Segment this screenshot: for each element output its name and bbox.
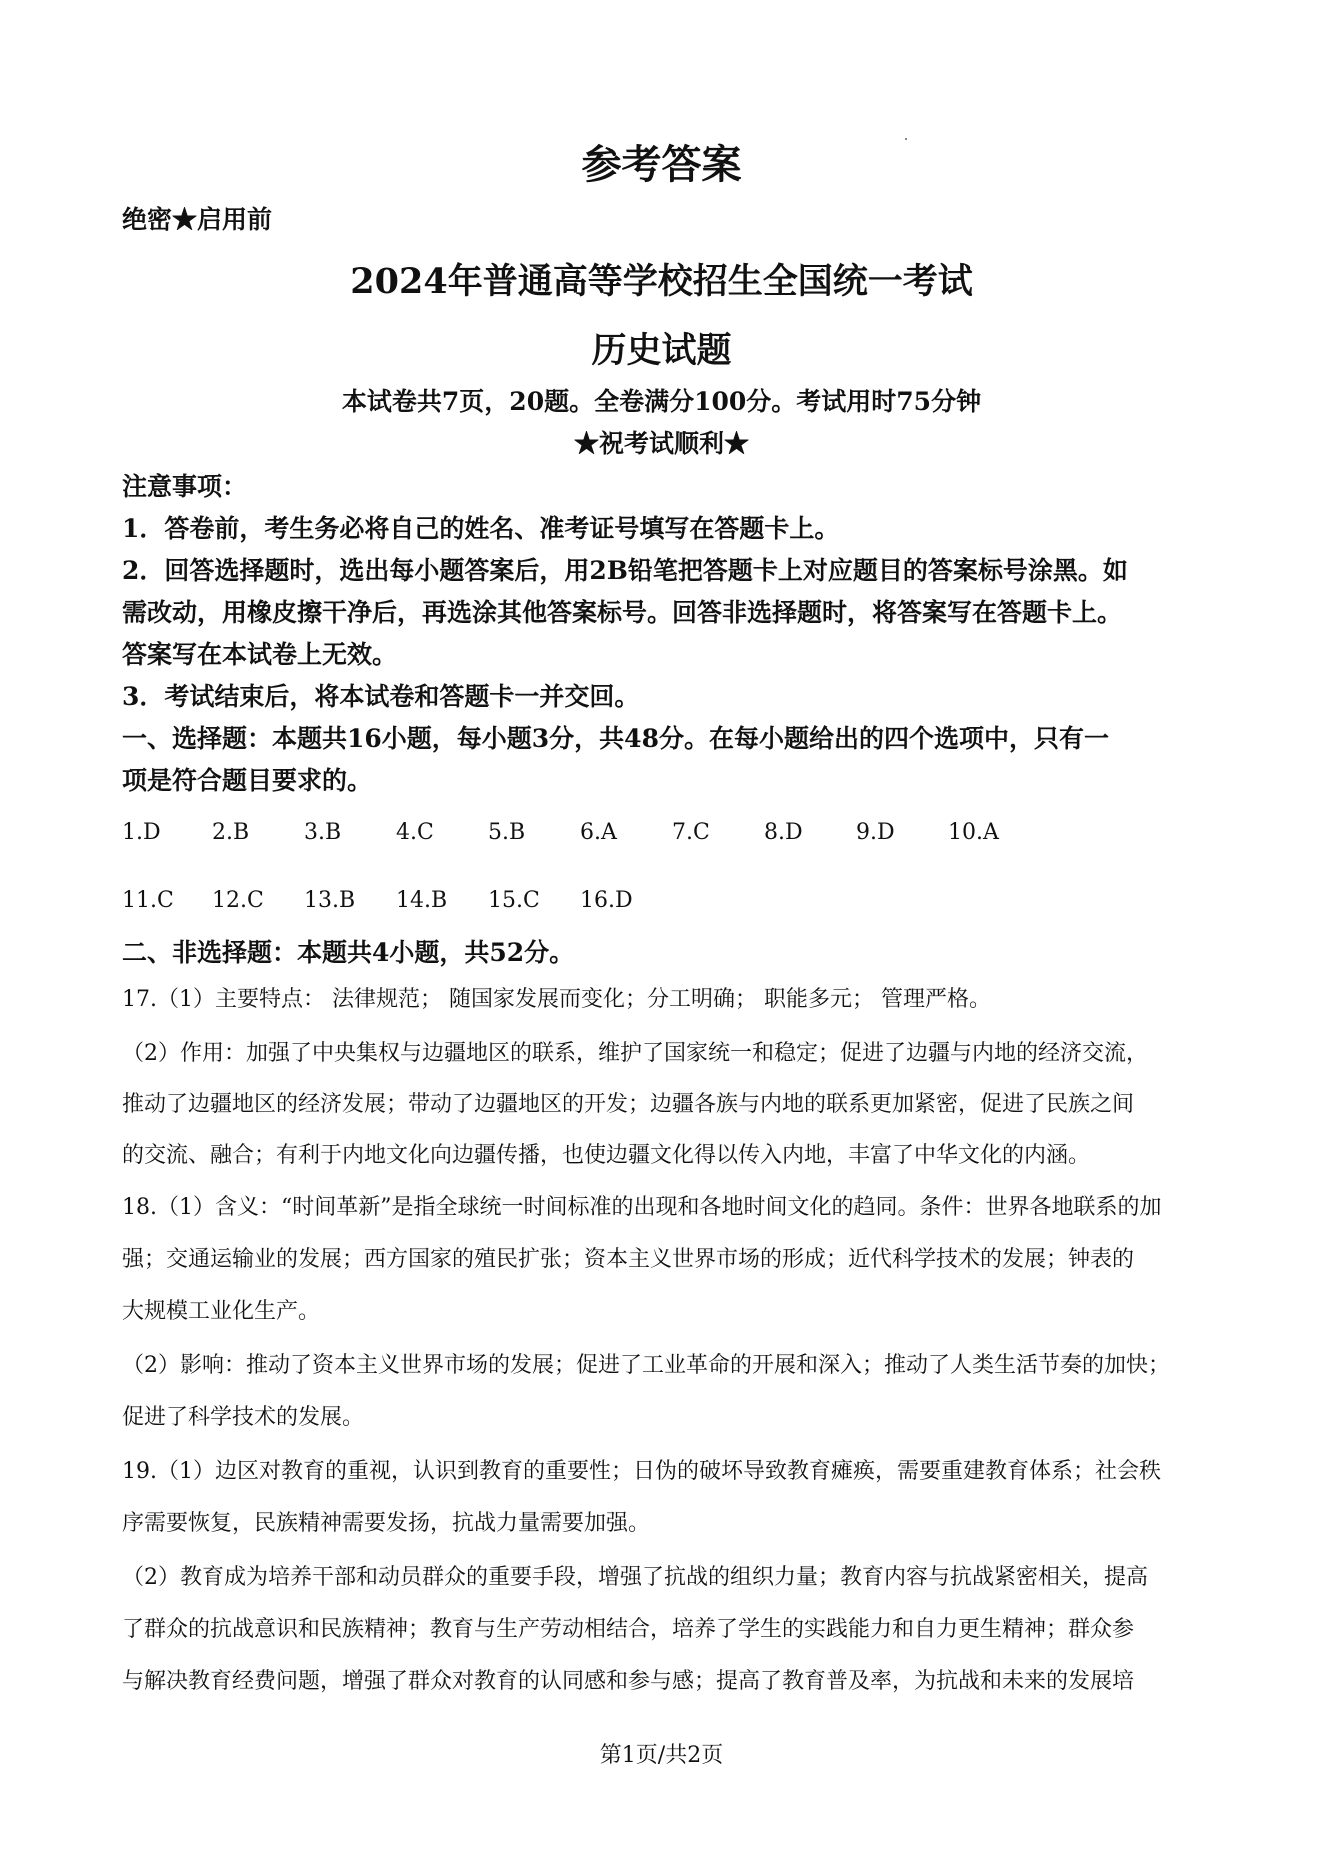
answer-item: 12.C xyxy=(212,888,264,913)
answer-text-line: 的交流、融合；有利于内地文化向边疆传播，也使边疆文化得以传入内地，丰富了中华文化的内涵。 xyxy=(122,1143,1091,1168)
answer-item: 6.A xyxy=(580,820,617,845)
answer-item: 11.C xyxy=(122,888,174,913)
answer-item: 15.C xyxy=(488,888,540,913)
answer-text-line: （2）影响：推动了资本主义世界市场的发展；促进了工业革命的开展和深入；推动了人类生活节奏的加快； xyxy=(122,1353,1171,1378)
answer-text-line: 19.（1）边区对教育的重视，认识到教育的重要性；日伪的破坏导致教育瘫痪，需要重建教育体系；社会秩 xyxy=(122,1459,1161,1484)
section2-heading: 二、非选择题：本题共4小题，共52分。 xyxy=(122,938,575,967)
answer-text-line: 18.（1）含义：“时间革新”是指全球统一时间标准的出现和各地时间文化的趋同。条件：世界各地联系的加 xyxy=(122,1195,1162,1220)
answer-text-line: 推动了边疆地区的经济发展；带动了边疆地区的开发；边疆各族与内地的联系更加紧密，促进了民族之间 xyxy=(122,1092,1135,1117)
answer-text-line: 序需要恢复，民族精神需要发扬，抗战力量需要加强。 xyxy=(122,1511,651,1536)
subject-title: 历史试题 xyxy=(591,330,732,371)
answer-item: 2.B xyxy=(212,820,250,845)
answer-item: 5.B xyxy=(488,820,526,845)
page-title: 参考答案 xyxy=(581,141,742,188)
answer-text-line: 大规模工业化生产。 xyxy=(122,1299,321,1324)
answer-item: 7.C xyxy=(672,820,710,845)
answer-text-line: 17.（1）主要特点： 法律规范； 随国家发展而变化；分工明确； 职能多元； 管理严格。 xyxy=(122,987,991,1012)
page-number: 第1页/共2页 xyxy=(599,1743,724,1768)
answer-item: 9.D xyxy=(856,820,895,845)
answer-text-line: （2）作用：加强了中央集权与边疆地区的联系，维护了国家统一和稳定；促进了边疆与内地的经济交流， xyxy=(122,1041,1149,1066)
note-line: 答案写在本试卷上无效。 xyxy=(122,640,398,669)
answer-item: 16.D xyxy=(580,888,633,913)
answer-row-1 xyxy=(0,820,1323,850)
answer-text-line: 强；交通运输业的发展；西方国家的殖民扩张；资本主义世界市场的形成；近代科学技术的发展；钟表的 xyxy=(122,1247,1135,1272)
answer-row-2 xyxy=(0,888,1323,918)
answer-item: 1.D xyxy=(122,820,161,845)
section1-heading: 项是符合题目要求的。 xyxy=(122,766,373,795)
wish-line: ★祝考试顺利★ xyxy=(573,429,749,458)
answer-text-line: 促进了科学技术的发展。 xyxy=(122,1405,365,1430)
answer-item: 4.C xyxy=(396,820,434,845)
answer-text-line: 与解决教育经费问题，增强了群众对教育的认同感和参与感；提高了教育普及率，为抗战和未来的发展培 xyxy=(122,1669,1135,1694)
answer-item: 13.B xyxy=(304,888,356,913)
note-line: 2．回答选择题时，选出每小题答案后，用2B铅笔把答题卡上对应题目的答案标号涂黑。如 xyxy=(122,556,1128,585)
note-line: 需改动，用橡皮擦干净后，再选涂其他答案标号。回答非选择题时，将答案写在答题卡上。 xyxy=(122,598,1123,627)
note-line: 3．考试结束后，将本试卷和答题卡一并交回。 xyxy=(122,682,640,711)
notes-heading: 注意事项： xyxy=(122,472,248,501)
secret-label: 绝密★启用前 xyxy=(122,205,273,234)
answer-item: 14.B xyxy=(396,888,448,913)
answer-text-line: 了群众的抗战意识和民族精神；教育与生产劳动相结合，培养了学生的实践能力和自力更生精神；群众参 xyxy=(122,1617,1135,1642)
exam-title: 2024年普通高等学校招生全国统一考试 xyxy=(350,261,973,302)
answer-item: 3.B xyxy=(304,820,342,845)
answer-item: 10.A xyxy=(948,820,999,845)
answer-item: 8.D xyxy=(764,820,803,845)
exam-info: 本试卷共7页，20题。全卷满分100分。考试用时75分钟 xyxy=(341,387,982,416)
answer-text-line: （2）教育成为培养干部和动员群众的重要手段，增强了抗战的组织力量；教育内容与抗战紧密相关，提高 xyxy=(122,1565,1149,1590)
note-line: 1．答卷前，考生务必将自己的姓名、准考证号填写在答题卡上。 xyxy=(122,514,840,543)
section1-heading: 一、选择题：本题共16小题，每小题3分，共48分。在每小题给出的四个选项中，只有一 xyxy=(122,724,1109,753)
